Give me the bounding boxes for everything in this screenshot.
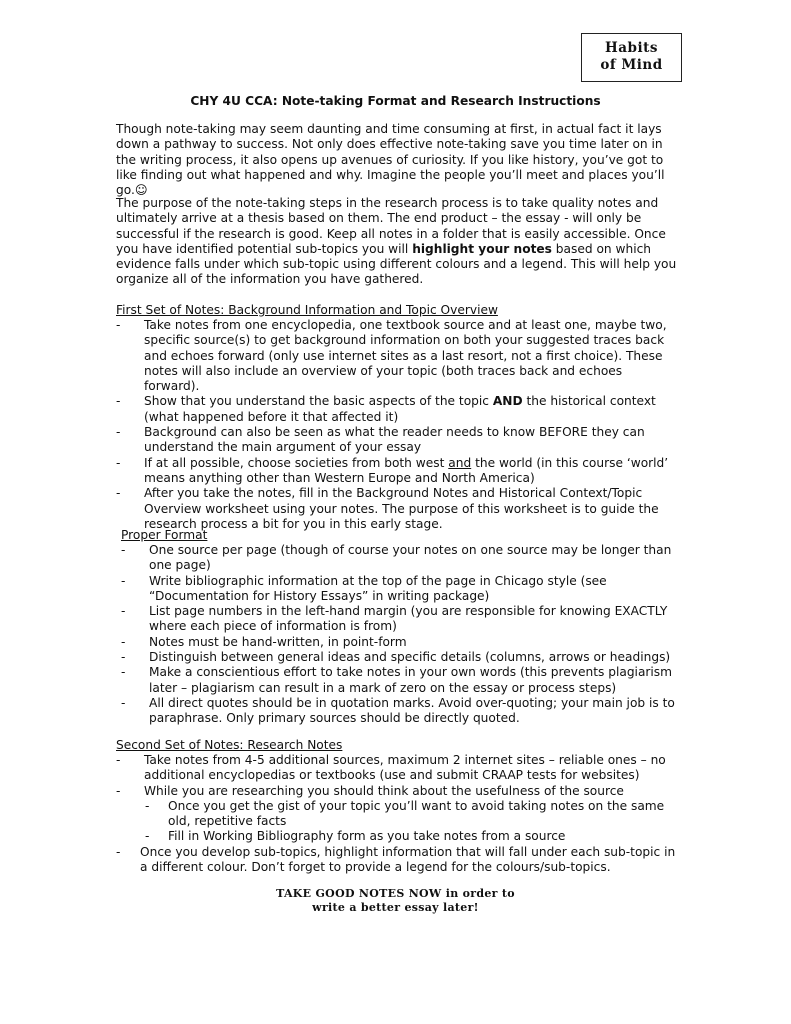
proper-format-list <box>121 543 681 727</box>
dash-bullet: - <box>116 753 121 767</box>
dash-bullet: - <box>121 695 126 710</box>
list-item <box>116 753 681 784</box>
dash-bullet: - <box>145 829 150 844</box>
footer-line-2: write a better essay later! <box>312 901 479 914</box>
list-item-text: One source per page (though of course your notes on one source may be longer than one page) <box>149 543 672 573</box>
dash-bullet: - <box>116 783 121 798</box>
proper-format-heading: Proper Format <box>121 528 208 542</box>
list-item <box>121 635 681 650</box>
page-title: CHY 4U CCA: Note-taking Format and Research Instructions <box>190 94 601 108</box>
list-item-text: Once you get the gist of your topic you’ll want to avoid taking notes on the same old, repetitive facts <box>168 798 665 829</box>
dash-bullet: - <box>116 455 121 470</box>
habits-of-mind-badge <box>581 33 682 82</box>
list-item <box>121 543 681 574</box>
dash-bullet: - <box>116 394 121 409</box>
first-set-list <box>116 318 676 532</box>
second-set-heading: Second Set of Notes: Research Notes <box>116 738 343 752</box>
list-item-text: Write bibliographic information at the top of the page in Chicago style (see “Documentation for History Essays” in writing package) <box>149 573 607 603</box>
list-item-text: Make a conscientious effort to take notes in your own words (this prevents plagiarism later – plagiarism can result in a mark of zero on the essay or process steps) <box>149 665 673 695</box>
badge-line-2: of Mind <box>600 57 663 73</box>
list-item <box>116 784 681 799</box>
dash-bullet: - <box>121 650 126 665</box>
list-item <box>116 845 686 876</box>
dash-bullet: - <box>116 845 121 859</box>
list-item-text: Fill in Working Bibliography form as you take notes from a source <box>168 829 566 844</box>
list-item-text-end: the historical context (what happened before it that affected it) <box>144 394 656 424</box>
list-item <box>116 394 676 425</box>
purpose-text-start: The purpose of the note-taking steps in the research process is to take quality notes and ultimately arrive at a thesis based on them. The end product – the essay - will only be successful if the research is good. Keep all notes in a folder that is easily accessible. Once you have identified potential sub-topics you will <box>116 196 666 256</box>
list-item <box>121 604 681 635</box>
list-item-text-end: the world (in this course ‘world’ means anything other than Western Europe and North America) <box>144 455 669 485</box>
list-item-text: Take notes from one encyclopedia, one textbook source and at least one, maybe two, specific source(s) to get background information on both your suggested traces back and echoes forward (only use internet sites as a last resort, not a first choice). These notes will also include an overview of your topic (both traces back and echoes forward). <box>144 318 667 394</box>
list-item <box>116 456 676 487</box>
intro-paragraph: Though note-taking may seem daunting and time consuming at first, in actual fact it lays down a pathway to success. Not only does effective note-taking save you time later on in the writing process, it also opens up avenues of curiosity. If you like history, you’ve got to like finding out what happened and why. Imagine the people you’ll meet and places you’ll go.☺ <box>116 122 665 198</box>
list-item <box>121 650 681 665</box>
dash-bullet: - <box>116 486 121 501</box>
dash-bullet: - <box>121 604 126 619</box>
list-item-text: Background can also be seen as what the reader needs to know BEFORE they can understand the main argument of your essay <box>144 425 645 455</box>
list-item-underlined: and <box>448 455 472 470</box>
list-item-text: After you take the notes, fill in the Background Notes and Historical Context/Topic Overview worksheet using your notes. The purpose of this worksheet is to guide the research process a bit for you in this early stage. <box>144 486 659 531</box>
list-item-text: Once you develop sub-topics, highlight information that will fall under each sub-topic in a different colour. Don’t forget to provide a legend for the colours/sub-topics. <box>140 845 676 875</box>
list-item <box>116 318 676 394</box>
list-item-text-start: Show that you understand the basic aspects of the topic <box>144 394 493 409</box>
list-item <box>121 574 681 605</box>
list-item <box>121 665 681 696</box>
dash-bullet: - <box>121 634 126 649</box>
purpose-highlight-text: highlight your notes <box>412 241 552 256</box>
footer-line-1: TAKE GOOD NOTES NOW in order to <box>276 887 515 900</box>
badge-line-1: Habits <box>605 40 658 56</box>
second-set-list-outdented <box>116 845 686 876</box>
dash-bullet: - <box>121 573 126 588</box>
dash-bullet: - <box>145 798 150 813</box>
list-item-text: Take notes from 4-5 additional sources, maximum 2 internet sites – reliable ones – no additional encyclopedias or textbooks (use and submit CRAAP tests for websites) <box>144 753 666 783</box>
list-item-text-start: If at all possible, choose societies from both west <box>144 455 449 470</box>
second-set-list <box>116 753 681 845</box>
list-item <box>116 486 676 532</box>
dash-bullet: - <box>116 425 121 440</box>
list-item-bold: AND <box>492 394 523 409</box>
sub-list-item <box>116 829 681 844</box>
list-item <box>116 425 676 456</box>
first-set-heading: First Set of Notes: Background Information and Topic Overview <box>116 303 498 317</box>
purpose-paragraph <box>116 196 686 288</box>
list-item-text: List page numbers in the left-hand margin (you are responsible for knowing EXACTLY where each piece of information is from) <box>149 604 668 634</box>
dash-bullet: - <box>116 318 121 332</box>
list-item-text: All direct quotes should be in quotation marks. Avoid over-quoting; your main job is to paraphrase. Only primary sources should be directly quoted. <box>149 695 675 726</box>
purpose-text-end: based on which evidence falls under which sub-topic using different colours and a legend. This will help you organize all of the information you have gathered. <box>116 241 677 287</box>
list-item <box>121 696 681 727</box>
list-item-text: Distinguish between general ideas and specific details (columns, arrows or headings) <box>149 650 671 665</box>
list-item-text: While you are researching you should think about the usefulness of the source <box>144 783 624 798</box>
sub-list-item <box>116 799 681 830</box>
dash-bullet: - <box>121 665 126 680</box>
list-item-text: Notes must be hand-written, in point-form <box>149 634 407 649</box>
footer-banner <box>0 887 791 915</box>
dash-bullet: - <box>121 543 126 557</box>
